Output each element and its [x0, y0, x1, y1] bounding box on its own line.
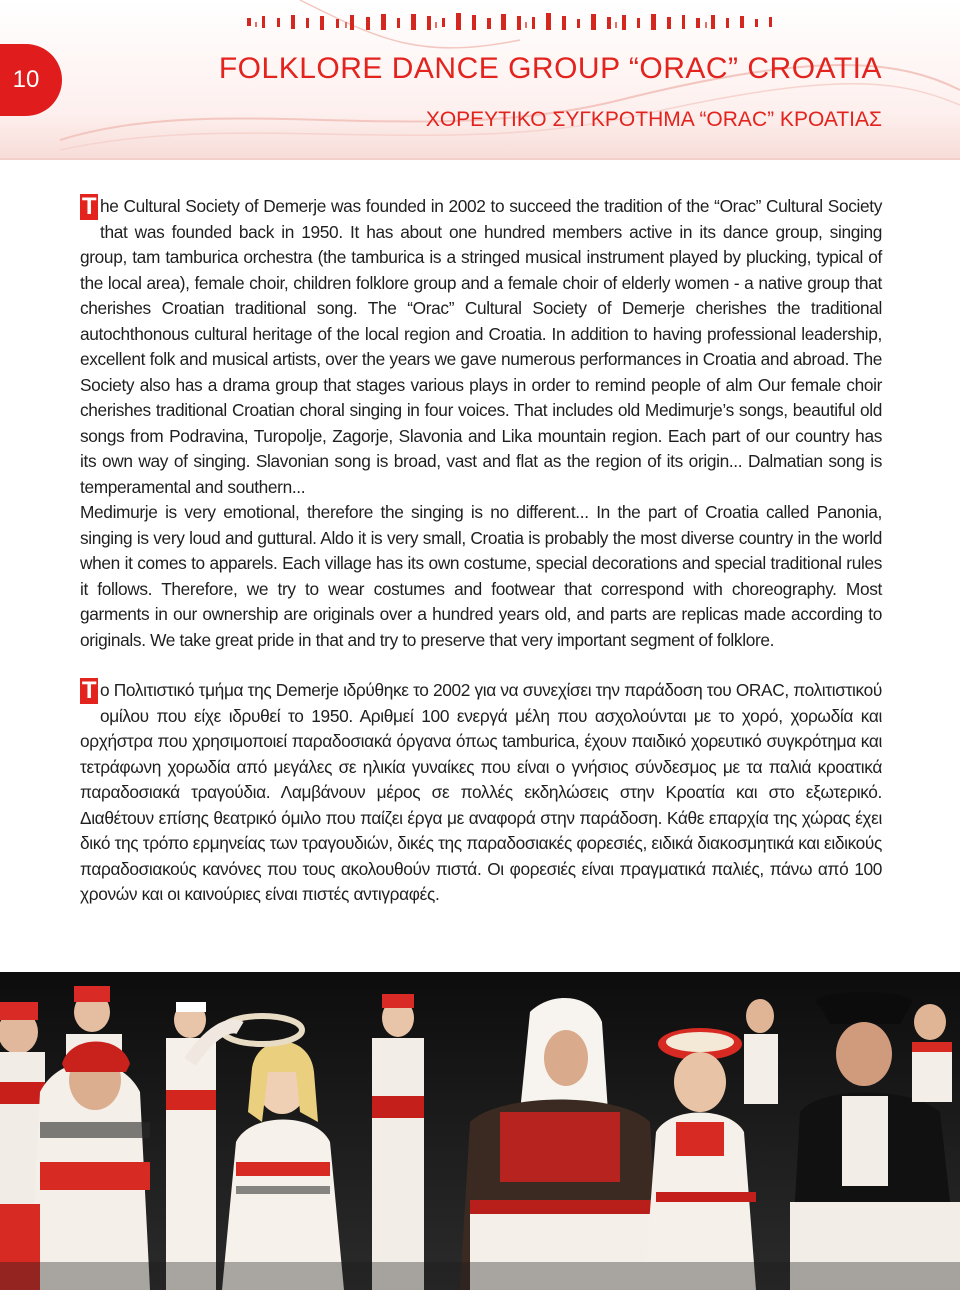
- page-title: FOLKLORE DANCE GROUP “ORAC” CROATIA: [218, 52, 882, 85]
- folk-dancers-photo: [0, 972, 960, 1290]
- article-english-body-2: Medimurje is very emotional, therefore the singing is no different... In the part of Croatia called Panonia, singing is very loud and guttural. Aldo it is very small, Croatia is probably the most diverse country in the world when it comes to apparels. Each village has its own costume, special decorations and special traditional rules it follows. Therefore, we try to wear costumes and footwear that correspond with choreography. Most garments in our ownership are originals over a hundred years old, and parts are replicas made according to originals. We take great pride in that and try to preserve that very important segment of folklore.: [80, 502, 882, 650]
- dropcap-greek: T: [81, 677, 97, 704]
- article-english: [80, 194, 882, 653]
- footer-strip: [0, 1290, 960, 1301]
- article-english-body: he Cultural Society of Demerje was founded in 2002 to succeed the tradition of the “Orac” Cultural Society that was founded back in 1950. It has about one hundred members active in its dance group, singing group, tam tamburica orchestra (the tamburica is a stringed musical instrument played by plucking, typical of the local area), female choir, children folklore group and a female choir of elderly women - a native group that cherishes Croatian traditional song. The “Orac” Cultural Society of Demerje cherishes the traditional autochthonous cultural heritage of the local region and Croatia. In addition to having professional leadership, excellent folk and musical artists, over the years we gave numerous performances in Croatia and abroad. The Society also has a drama group that stages various plays in order to remind people of alm Our female choir cherishes traditional Croatian choral singing in four voices. That includes old Medimurje’s songs, beautiful old songs from Podravina, Turopolje, Zagorje, Slavonia and Lika mountain region. Each part of our country has its own way of singing. Slavonian song is broad, vast and flat as the region of its origin... Dalmatian song is temperamental and southern...: [80, 196, 882, 497]
- article-greek-body: ο Πολιτιστικό τμήμα της Demerje ιδρύθηκε το 2002 για να συνεχίσει την παράδοση του ORAC, πολιτιστικού ομίλου που είχε ιδρυθεί το 1950. Αριθμεί 100 ενεργά μέλη που ασχολούνται με το χορό, χορωδία και ορχήστρα που χρησιμοποιεί παραδοσιακά όργανα όπως tamburica, έχουν παιδικό χορευτικό συγκρότημα και τετράφωνη χορωδία από μεγάλες σε ηλικία γυναίκες που είναι ο γνήσιος σύνδεσμος με τα παλιά κροατικά παραδοσιακά τραγούδια. Λαμβάνουν μέρος σε πολλές εκδηλώσεις στην Κροατία και στο εξωτερικό. Διαθέτουν επίσης θεατρικό όμιλο που παίζει έργα με αναφορά στην παράδοση. Κάθε επαρχία της χώρας έχει δικό της τρόπο ερμηνείας των τραγουδιών, δικές της παραδοσιακές φορεσιές, ειδικά διακοσμητικά και ειδικούς παραδοσιακούς κανόνες που τους ακολουθούν πιστά. Οι φορεσιές είναι πραγματικά παλιές, πάνω από 100 χρονών και οι καινούριες είναι πιστές αντιγραφές.: [80, 680, 882, 904]
- photo-illustration: [0, 972, 960, 1290]
- article-greek: [80, 678, 882, 908]
- page-subtitle-greek: ΧΟΡΕΥΤΙΚΟ ΣΥΓΚΡΟΤΗΜΑ “ORAC” ΚΡΟΑΤΙΑΣ: [425, 108, 882, 131]
- page-number: 10: [12, 66, 40, 93]
- dropcap-english: T: [81, 193, 97, 220]
- page-header: [0, 0, 960, 160]
